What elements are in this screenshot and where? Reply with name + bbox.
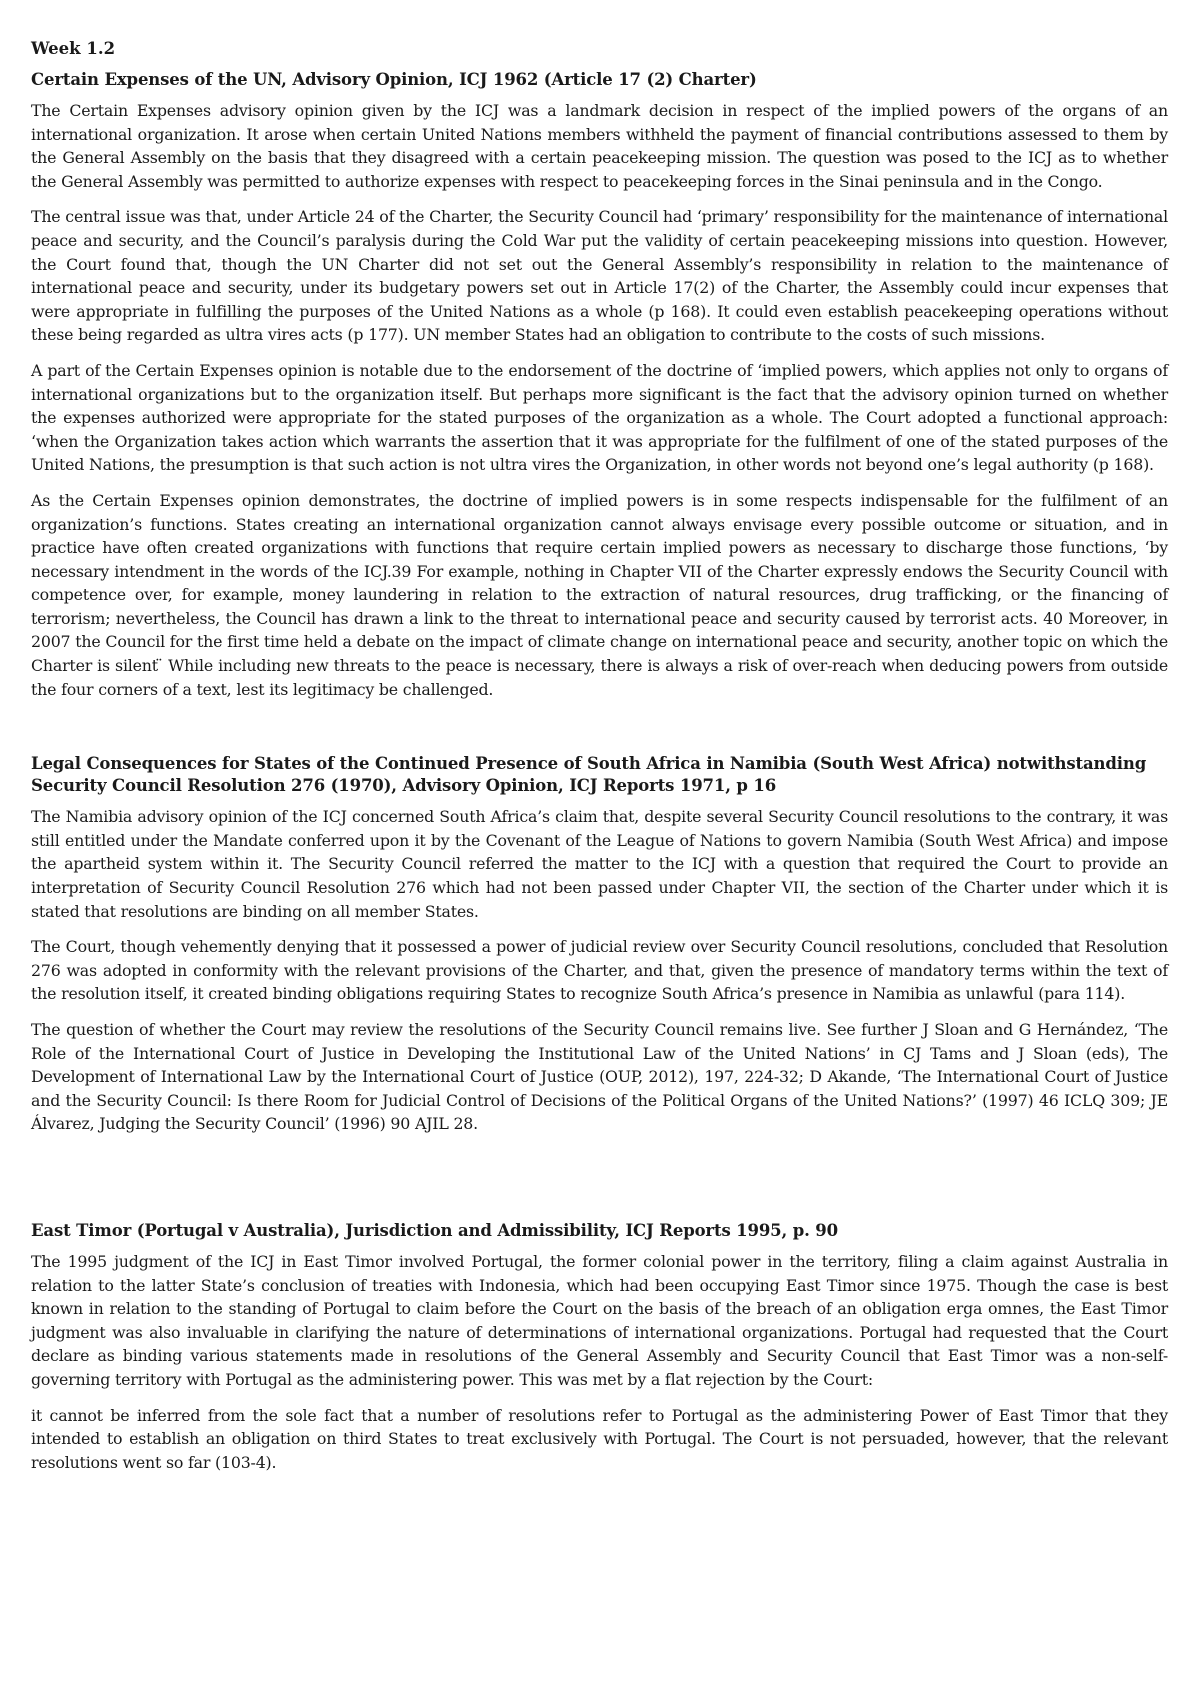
- section-spacer: [31, 713, 1168, 753]
- paragraph: The central issue was that, under Article 24 of the Charter, the Security Council had ‘primary’ responsibility for the maintenance of international peace and security, and the Council’s paralysis during the Cold War put the validity of certain peacekeeping missions into question. However, the Court found that, though the UN Charter did not set out the General Assembly’s responsibility in relation to the maintenance of international peace and security, under its budgetary powers set out in Article 17(2) of the Charter, the Assembly could incur expenses that were appropriate in fulfilling the purposes of the United Nations as a whole (p 168). It could even establish peacekeeping operations without these being regarded as ultra vires acts (p 177). UN member States had an obligation to contribute to the costs of such missions.: [31, 207, 1168, 345]
- case-title: East Timor (Portugal v Australia), Jurisdiction and Admissibility, ICJ Reports 1995, p. 90: [31, 1220, 838, 1240]
- case-title: Legal Consequences for States of the Continued Presence of South Africa in Namibia (South West Africa) notwithstanding Security Council Resolution 276 (1970), Advisory Opinion, ICJ Reports 1971, p 16: [31, 754, 1147, 796]
- paragraph: The 1995 judgment of the ICJ in East Timor involved Portugal, the former colonial power in the territory, filing a claim against Australia in relation to the latter State’s conclusion of treaties with Indonesia, which had been occupying East Timor since 1975. Though the case is best known in relation to the standing of Portugal to claim before the Court on the basis of the breach of an obligation erga omnes, the East Timor judgment was also invaluable in clarifying the nature of determinations of international organizations. Portugal had requested that the Court declare as binding various statements made in resolutions of the General Assembly and Security Council that East Timor was a non-self-governing territory with Portugal as the administering power. This was met by a flat rejection by the Court:: [31, 1251, 1168, 1389]
- paragraph: The Certain Expenses advisory opinion given by the ICJ was a landmark decision in respect of the implied powers of the organs of an international organization. It arose when certain United Nations members withheld the payment of financial contributions assessed to them by the General Assembly on the basis that they disagreed with a certain peacekeeping mission. The question was posed to the ICJ as to whether the General Assembly was permitted to authorize expenses with respect to peacekeeping forces in the Sinai peninsula and in the Congo.: [31, 101, 1168, 191]
- quoted-paragraph: it cannot be inferred from the sole fact that a number of resolutions refer to Portugal as the administering Power of East Timor that they intended to establish an obligation on third States to treat exclusively with Portugal. The Court is not persuaded, however, that the relevant resolutions went so far (103-4).: [31, 1405, 1168, 1472]
- paragraph: A part of the Certain Expenses opinion is notable due to the endorsement of the doctrine of ‘implied powers, which applies not only to organs of international organizations but to the organization itself. But perhaps more significant is the fact that the advisory opinion turned on whether the expenses authorized were appropriate for the stated purposes of the organization as a whole. The Court adopted a functional approach: ‘when the Organization takes action which warrants the assertion that it was appropriate for the fulfilment of one of the stated purposes of the United Nations, the presumption is that such action is not ultra vires the Organization, in other words not beyond one’s legal authority (p 168).: [31, 360, 1168, 475]
- paragraph: The Namibia advisory opinion of the ICJ concerned South Africa’s claim that, despite several Security Council resolutions to the contrary, it was still entitled under the Mandate conferred upon it by the Covenant of the League of Nations to govern Namibia (South West Africa) and impose the apartheid system within it. The Security Council referred the matter to the ICJ with a question that required the Court to provide an interpretation of Security Council Resolution 276 which had not been passed under Chapter VII, the section of the Charter under which it is stated that resolutions are binding on all member States.: [31, 807, 1168, 921]
- case-title: Certain Expenses of the UN, Advisory Opinion, ICJ 1962 (Article 17 (2) Charter): [31, 70, 757, 89]
- section-namibia: [31, 753, 1168, 1136]
- paragraph: The question of whether the Court may review the resolutions of the Security Council remains live. See further J Sloan and G Hernández, ‘The Role of the International Court of Justice in Developing the Institutional Law of the United Nations’ in CJ Tams and J Sloan (eds), The Development of International Law by the International Court of Justice (OUP, 2012), 197, 224-32; D Akande, ‘The International Court of Justice and the Security Council: Is there Room for Judicial Control of Decisions of the Political Organs of the United Nations?’ (1997) 46 ICLQ 309; JE Álvarez, Judging the Security Council’ (1996) 90 AJIL 28.: [31, 1020, 1168, 1134]
- section-east-timor: [31, 1220, 1168, 1474]
- section-spacer: [31, 1148, 1168, 1220]
- section-certain-expenses: [31, 69, 1168, 701]
- week-heading: Week 1.2: [31, 39, 116, 58]
- paragraph: As the Certain Expenses opinion demonstrates, the doctrine of implied powers is in some respects indispensable for the fulfilment of an organization’s functions. States creating an international organization cannot always envisage every possible outcome or situation, and in practice have often created organizations with functions that require certain implied powers as necessary to discharge those functions, ‘by necessary intendment in the words of the ICJ.39 For example, nothing in Chapter VII of the Charter expressly endows the Security Council with competence over, for example, money laundering in relation to the extraction of natural resources, drug trafficking, or the financing of terrorism; nevertheless, the Council has drawn a link to the threat to international peace and security caused by terrorist acts. 40 Moreover, in 2007 the Council for the first time held a debate on the impact of climate change on international peace and security, another topic on which the Charter is silent ̈ While including new threats to the peace is necessary, there is always a risk of over-reach when deducing powers from outside the four corners of a text, lest its legitimacy be challenged.: [31, 490, 1168, 699]
- paragraph: The Court, though vehemently denying that it possessed a power of judicial review over Security Council resolutions, concluded that Resolution 276 was adopted in conformity with the relevant provisions of the Charter, and that, given the presence of mandatory terms within the text of the resolution itself, it created binding obligations requiring States to recognize South Africa’s presence in Namibia as unlawful (para 114).: [31, 937, 1168, 1004]
